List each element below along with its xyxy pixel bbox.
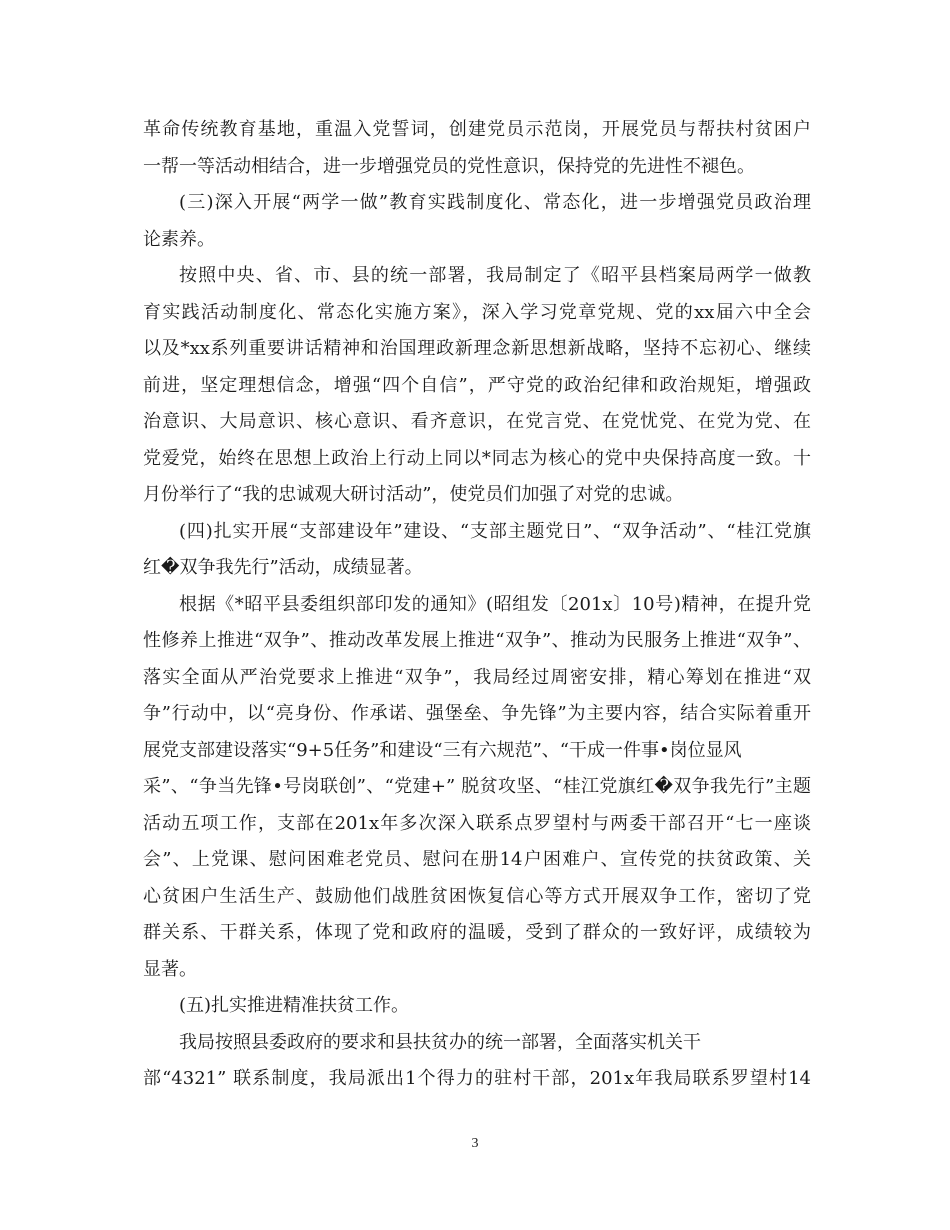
text-line: 展党支部建设落实“9+5任务”和建设“三有六规范”、“干成一件事•岗位显风	[143, 739, 742, 761]
text-line: (四)扎实开展“支部建设年”建设、“支部主题党日”、“双争活动”、“桂江党旗	[179, 520, 811, 542]
text-line: (五)扎实推进精准扶贫工作。	[179, 995, 410, 1016]
text-line: 按照中央、省、市、县的统一部署，我局制定了《昭平县档案局两学一做教	[179, 265, 811, 286]
text-line: 一帮一等活动相结合，进一步增强党员的党性意识，保持党的先进性不褪色。	[143, 155, 755, 177]
text-line: 我局按照县委政府的要求和县扶贫办的统一部署，全面落实机关干	[179, 1031, 701, 1053]
text-line: 革命传统教育基地，重温入党誓词，创建党员示范岗，开展党员与帮扶村贫困户	[143, 119, 811, 140]
document-body	[143, 112, 811, 1098]
text-line: 党爱党，始终在思想上政治上行动上同以*同志为核心的党中央保持高度一致。十	[143, 447, 811, 469]
text-line: 育实践活动制度化、常态化实施方案》，深入学习党章党规、党的xx届六中全会	[143, 301, 811, 323]
text-line: 论素养。	[143, 228, 215, 250]
text-line: 红�双争我先行”活动，成绩显著。	[143, 557, 423, 578]
text-line: 采”、“争当先锋•号岗联创”、“党建+” 脱贫攻坚、“桂江党旗红�双争我先行”主题	[143, 776, 811, 797]
text-line: 落实全面从严治党要求上推进“双争”，我局经过周密安排，精心筹划在推进“双	[143, 666, 811, 688]
text-line: 显著。	[143, 958, 197, 980]
text-line: 会”、上党课、慰问困难老党员、慰问在册14户困难户、宣传党的扶贫政策、关	[143, 849, 811, 870]
text-line: (三)深入开展“两学一做”教育实践制度化、常态化，进一步增强党员政治理	[179, 192, 811, 213]
text-line: 月份举行了“我的忠诚观大研讨活动”，使党员们加强了对党的忠诚。	[143, 484, 684, 505]
text-line: 心贫困户生活生产、鼓励他们战胜贫困恢复信心等方式开展双争工作，密切了党	[143, 885, 811, 907]
text-line: 争”行动中，以“亮身份、作承诺、强堡垒、争先锋”为主要内容，结合实际着重开	[143, 703, 811, 724]
text-line: 以及*xx系列重要讲话精神和治国理政新理念新思想新战略，坚持不忘初心、继续	[143, 338, 811, 359]
text-line: 群关系、干群关系，体现了党和政府的温暖，受到了群众的一致好评，成绩较为	[143, 922, 811, 943]
text-line: 性修养上推进“双争”、推动改革发展上推进“双争”、推动为民服务上推进“双争”、	[143, 630, 811, 651]
text-line: 前进，坚定理想信念，增强“四个自信”，严守党的政治纪律和政治规矩，增强政	[143, 374, 811, 396]
text-line: 根据《*昭平县委组织部印发的通知》(昭组发〔201x〕10号)精神，在提升党	[179, 593, 811, 615]
text-line: 部“4321” 联系制度，我局派出1个得力的驻村干部，201x年我局联系罗望村14	[143, 1068, 811, 1089]
page-number: 3	[471, 1136, 479, 1151]
text-line: 治意识、大局意识、核心意识、看齐意识，在党言党、在党忧党、在党为党、在	[143, 411, 811, 432]
text-line: 活动五项工作，支部在201x年多次深入联系点罗望村与两委干部召开“七一座谈	[143, 812, 811, 834]
